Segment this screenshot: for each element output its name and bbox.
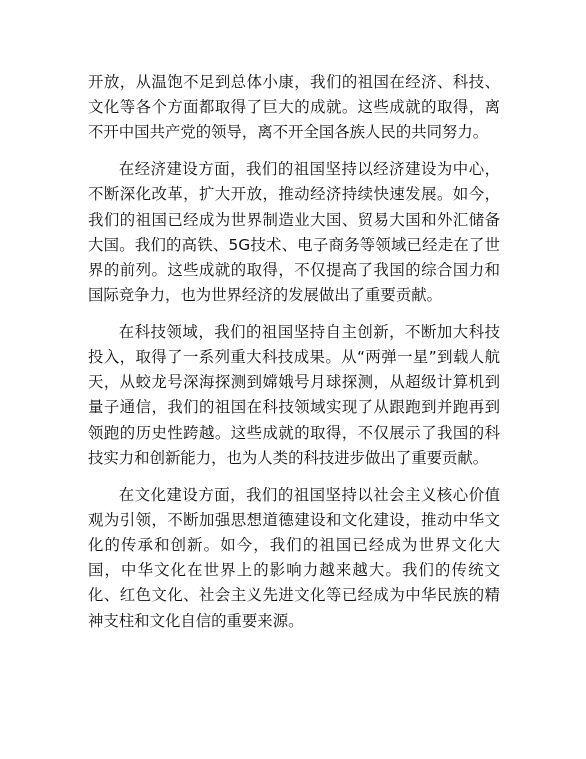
paragraph-culture: 在文化建设方面，我们的祖国坚持以社会主义核心价值观为引领，不断加强思想道德建设和文化建设，推动中华文化的传承和创新。如今，我们的祖国已经成为世界文化大国，中华文化在世界上的影响力越来越大。我们的传统文化、红色文化、社会主义先进文化等已经成为中华民族的精神支柱和文化自信的重要来源。 (88, 485, 500, 630)
paragraph-continuation: 开放，从温饱不足到总体小康，我们的祖国在经济、科技、文化等各个方面都取得了巨大的成就。这些成就的取得，离不开中国共产党的领导，离不开全国各族人民的共同努力。 (88, 73, 500, 142)
paragraph-technology: 在科技领域，我们的祖国坚持自主创新，不断加大科技投入，取得了一系列重大科技成果。从“两弹一星”到载人航天，从蛟龙号深海探测到嫦娥号月球探测，从超级计算机到量子通信，我们的祖国在科技领域实现了从跟跑到并跑再到领跑的历史性跨越。这些成就的取得，不仅展示了我国的科技实力和创新能力，也为人类的科技进步做出了重要贡献。 (88, 322, 500, 467)
document-body (88, 70, 500, 634)
paragraph-economy: 在经济建设方面，我们的祖国坚持以经济建设为中心，不断深化改革，扩大开放，推动经济持续快速发展。如今，我们的祖国已经成为世界制造业大国、贸易大国和外汇储备大国。我们的高铁、5G技术、电子商务等领域已经走在了世界的前列。这些成就的取得，不仅提高了我国的综合国力和国际竞争力，也为世界经济的发展做出了重要贡献。 (88, 160, 500, 305)
